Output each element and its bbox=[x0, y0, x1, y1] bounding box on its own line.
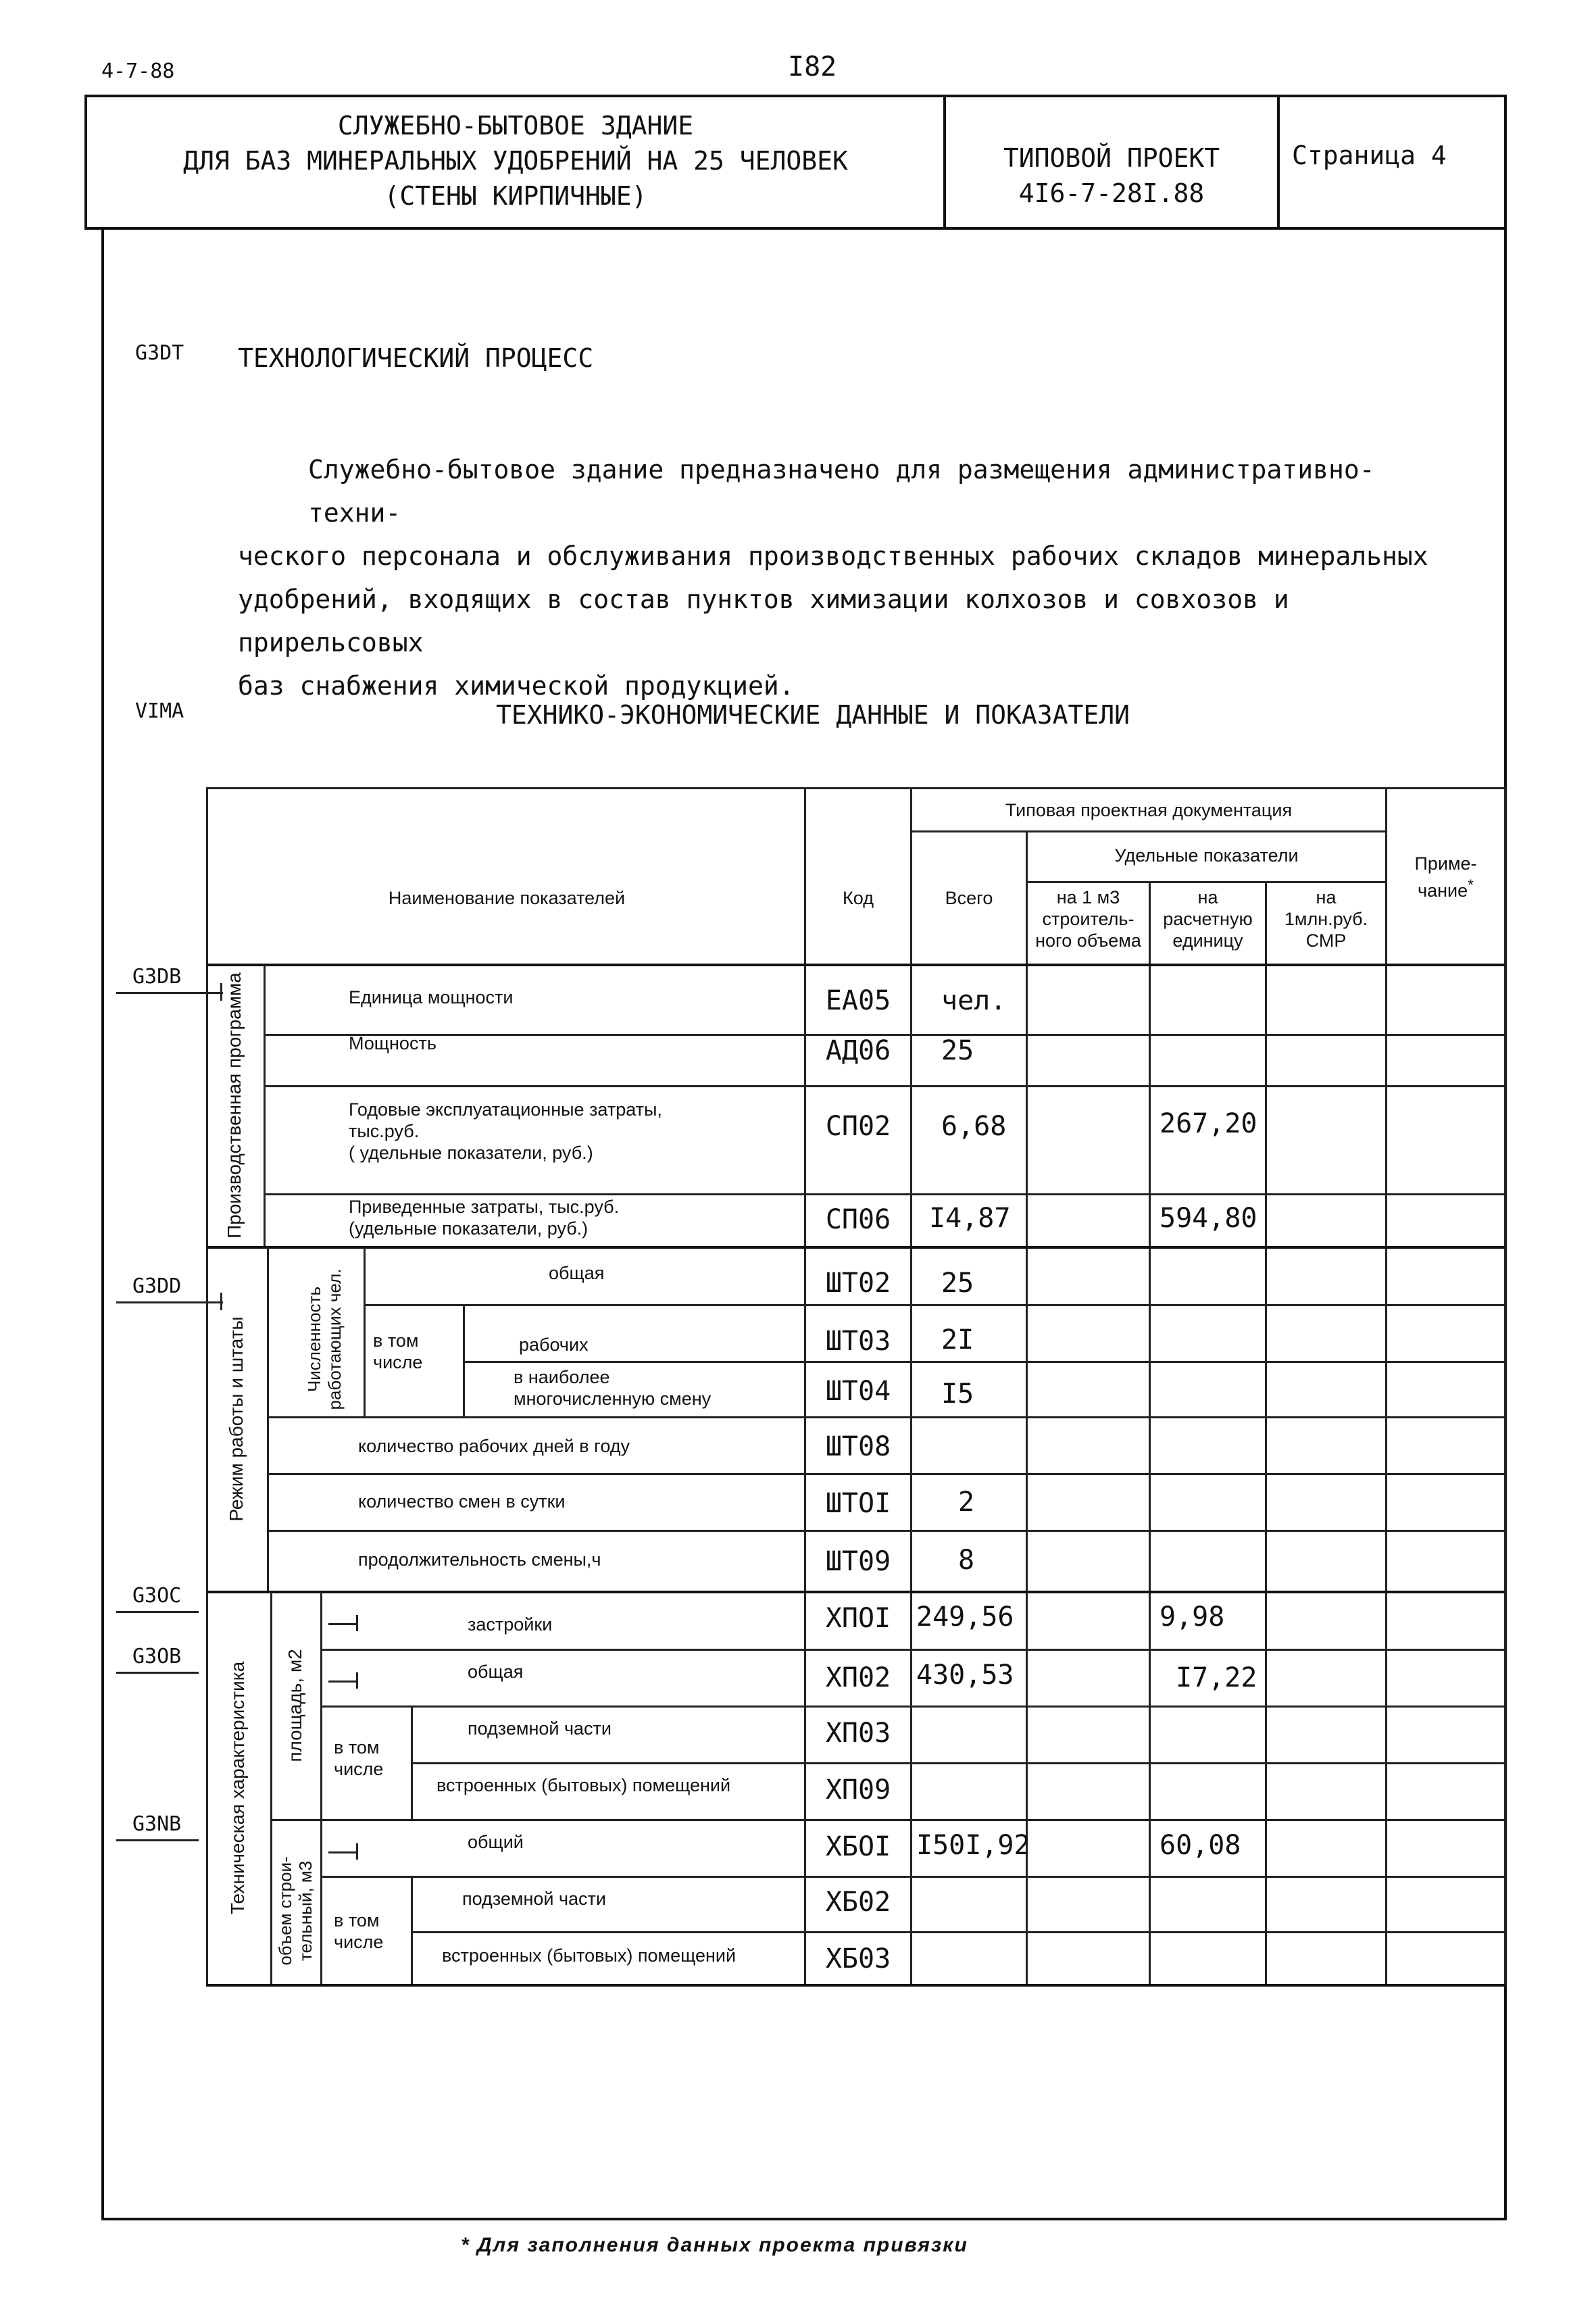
sp02-name-line2: тыс.руб. bbox=[349, 1121, 420, 1141]
para-line-4: баз снабжения химической продукцией. bbox=[238, 671, 795, 701]
volume-incl-line1: в том bbox=[334, 1910, 380, 1931]
sp06-name-line1: Приведенные затраты, тыс.руб. bbox=[349, 1197, 620, 1217]
row-hb03-name: встроенных (бытовых) помещений bbox=[442, 1945, 737, 1966]
row-sht01-code: ШТОI bbox=[825, 1488, 891, 1519]
row-hb01-total: I50I,92 bbox=[916, 1830, 1030, 1861]
row-hp03-name: подземной части bbox=[468, 1718, 612, 1739]
row-sht02-code: ШТ02 bbox=[825, 1268, 891, 1299]
row-sht09-code: ШТ09 bbox=[825, 1546, 891, 1577]
staff-incl bbox=[373, 1330, 422, 1373]
per-unit-line3: единицу bbox=[1172, 930, 1243, 951]
para-line-2: ческого персонала и обслуживания производственных рабочих складов минеральных bbox=[238, 541, 1428, 571]
row-ea05-name: Единица мощности bbox=[349, 987, 514, 1007]
row-sht01-name: количество смен в сутки bbox=[358, 1491, 566, 1512]
row-hp02-name: общая bbox=[468, 1662, 524, 1682]
row-hp09-name: встроенных (бытовых) помещений bbox=[437, 1775, 731, 1795]
group-area: площадь, м2 bbox=[284, 1649, 305, 1762]
header-docs: Типовая проектная документация bbox=[1005, 800, 1293, 820]
row-sht03-total: 2I bbox=[941, 1324, 974, 1355]
row-hp01-total: 249,56 bbox=[916, 1601, 1014, 1633]
row-hp02-unit: I7,22 bbox=[1176, 1662, 1257, 1693]
volume-incl-line2: числе bbox=[334, 1932, 384, 1952]
group-production-program: Производственная программа bbox=[224, 972, 245, 1239]
group-technical: Техническая характеристика bbox=[227, 1661, 248, 1915]
sp02-name-line1: Годовые эксплуатационные затраты, bbox=[349, 1099, 662, 1120]
area-incl-line2: числе bbox=[334, 1759, 384, 1779]
sht04-name-line1: в наиболее bbox=[514, 1367, 610, 1387]
page-number: I82 bbox=[788, 51, 837, 82]
area-incl-line1: в том bbox=[334, 1737, 380, 1758]
row-sp02-total: 6,68 bbox=[941, 1111, 1007, 1142]
row-hb02-code: ХБ02 bbox=[825, 1887, 891, 1918]
sp06-name-line2: (удельные показатели, руб.) bbox=[349, 1218, 589, 1239]
per-mln-line1: на bbox=[1316, 887, 1337, 907]
note-line2: чание bbox=[1418, 880, 1468, 901]
marker-g3db: G3DB bbox=[132, 965, 182, 989]
row-sp02-unit: 267,20 bbox=[1159, 1108, 1257, 1139]
title-block bbox=[88, 108, 943, 214]
per-unit-line2: расчетную bbox=[1163, 909, 1253, 929]
row-hp01-unit: 9,98 bbox=[1159, 1601, 1225, 1633]
row-sp02-name bbox=[349, 1099, 662, 1164]
doc-code: 4-7-88 bbox=[101, 59, 175, 83]
row-ad06-total: 25 bbox=[941, 1035, 974, 1066]
row-ea05-total: чел. bbox=[941, 985, 1007, 1016]
per-mln-line3: СМР bbox=[1305, 930, 1347, 951]
row-hb01-name: общий bbox=[468, 1832, 524, 1852]
section-heading-process: ТЕХНОЛОГИЧЕСКИЙ ПРОЦЕСС bbox=[238, 343, 594, 373]
row-sht04-total: I5 bbox=[941, 1378, 974, 1410]
group-regime: Режим работы и штаты bbox=[226, 1316, 247, 1522]
staff-incl-line2: числе bbox=[373, 1352, 423, 1372]
row-sp06-code: СП06 bbox=[825, 1204, 891, 1235]
marker-g3nb: G3NB bbox=[132, 1812, 182, 1836]
per-m3-line1: на 1 м3 bbox=[1056, 887, 1120, 907]
section-code-vima: VIMA bbox=[135, 699, 184, 723]
row-ad06-code: АД06 bbox=[825, 1035, 891, 1066]
page-label: Страница 4 bbox=[1292, 141, 1447, 170]
para-line-3: удобрений, входящих в состав пунктов химизации колхозов и совхозов и прирельсовых bbox=[238, 584, 1289, 657]
group-staff-count: Численность работающих чел. bbox=[304, 1268, 345, 1410]
row-hb02-name: подземной части bbox=[462, 1889, 606, 1909]
title-line-2: ДЛЯ БАЗ МИНЕРАЛЬНЫХ УДОБРЕНИЙ НА 25 ЧЕЛОВЕК bbox=[183, 146, 848, 176]
footnote: * Для заполнения данных проекта привязки bbox=[461, 2234, 968, 2256]
row-hp03-code: ХП03 bbox=[825, 1718, 891, 1749]
group-volume: объем строи- тельный, м3 bbox=[275, 1856, 316, 1966]
header-per-unit bbox=[1151, 887, 1265, 951]
row-hp09-code: ХП09 bbox=[825, 1774, 891, 1806]
row-hb01-code: ХБОI bbox=[825, 1831, 891, 1862]
volume-incl bbox=[334, 1910, 383, 1953]
row-sht04-name bbox=[514, 1366, 711, 1410]
staff-incl-line1: в том bbox=[373, 1330, 419, 1351]
sp02-name-line3: ( удельные показатели, руб.) bbox=[349, 1143, 593, 1163]
marker-g3oc: G3OC bbox=[132, 1584, 182, 1608]
per-m3-line2: строитель- bbox=[1042, 909, 1134, 929]
header-name: Наименование показателей bbox=[388, 888, 626, 908]
row-sht08-name: количество рабочих дней в году bbox=[358, 1436, 630, 1456]
header-code: Код bbox=[843, 888, 874, 908]
row-sp06-unit: 594,80 bbox=[1159, 1203, 1257, 1234]
title-line-1: СЛУЖЕБНО-БЫТОВОЕ ЗДАНИЕ bbox=[337, 111, 694, 141]
row-hb03-code: ХБ03 bbox=[825, 1943, 891, 1974]
per-unit-line1: на bbox=[1197, 887, 1218, 907]
per-mln-line2: 1млн.руб. bbox=[1284, 909, 1368, 929]
header-specific: Удельные показатели bbox=[1114, 845, 1299, 866]
header-note bbox=[1387, 853, 1504, 901]
row-sp06-name bbox=[349, 1196, 619, 1239]
row-sht02-name: общая bbox=[549, 1263, 605, 1283]
para-line-1: Служебно-бытовое здание предназначено для размещения административно- техни- bbox=[308, 455, 1375, 528]
row-hp01-code: ХПОI bbox=[825, 1603, 891, 1634]
project-number: 4I6-7-28I.88 bbox=[1018, 178, 1205, 208]
note-line1: Приме- bbox=[1414, 853, 1477, 874]
row-hp02-total: 430,53 bbox=[916, 1660, 1014, 1691]
process-paragraph bbox=[238, 448, 1454, 707]
sht04-name-line2: многочисленную смену bbox=[514, 1389, 712, 1409]
row-sp06-total: I4,87 bbox=[929, 1203, 1011, 1234]
row-ea05-code: ЕА05 bbox=[825, 985, 891, 1016]
area-incl bbox=[334, 1737, 383, 1780]
row-sht01-total: 2 bbox=[958, 1487, 975, 1518]
row-sht09-total: 8 bbox=[958, 1545, 975, 1576]
row-sht04-code: ШТ04 bbox=[825, 1376, 891, 1407]
row-hb01-unit: 60,08 bbox=[1159, 1830, 1241, 1861]
header-per-mln bbox=[1267, 887, 1385, 951]
row-ad06-name: Мощность bbox=[349, 1033, 437, 1053]
marker-g3ob: G3OB bbox=[132, 1645, 182, 1668]
per-m3-line3: ного объема bbox=[1035, 930, 1141, 951]
section-heading-indicators: ТЕХНИКО-ЭКОНОМИЧЕСКИЕ ДАННЫЕ И ПОКАЗАТЕЛИ bbox=[496, 700, 1130, 730]
row-sht03-name: рабочих bbox=[519, 1335, 589, 1355]
note-star: * bbox=[1468, 876, 1474, 893]
header-total: Всего bbox=[945, 888, 993, 908]
row-sht09-name: продолжительность смены,ч bbox=[358, 1549, 601, 1570]
title-line-3: (СТЕНЫ КИРПИЧНЫЕ) bbox=[384, 181, 647, 211]
row-sht08-code: ШТ08 bbox=[825, 1431, 891, 1462]
row-sht02-total: 25 bbox=[941, 1268, 974, 1299]
row-sp02-code: СП02 bbox=[825, 1111, 891, 1142]
row-sht03-code: ШТ03 bbox=[825, 1326, 891, 1357]
header-per-m3 bbox=[1028, 887, 1149, 951]
marker-g3dd: G3DD bbox=[132, 1274, 182, 1298]
row-hp02-code: ХП02 bbox=[825, 1662, 891, 1693]
section-code-g3dt: G3DT bbox=[135, 341, 184, 365]
project-label: ТИПОВОЙ ПРОЕКТ bbox=[1003, 143, 1220, 173]
row-hp01-name: застройки bbox=[468, 1614, 553, 1635]
project-block bbox=[946, 141, 1277, 211]
